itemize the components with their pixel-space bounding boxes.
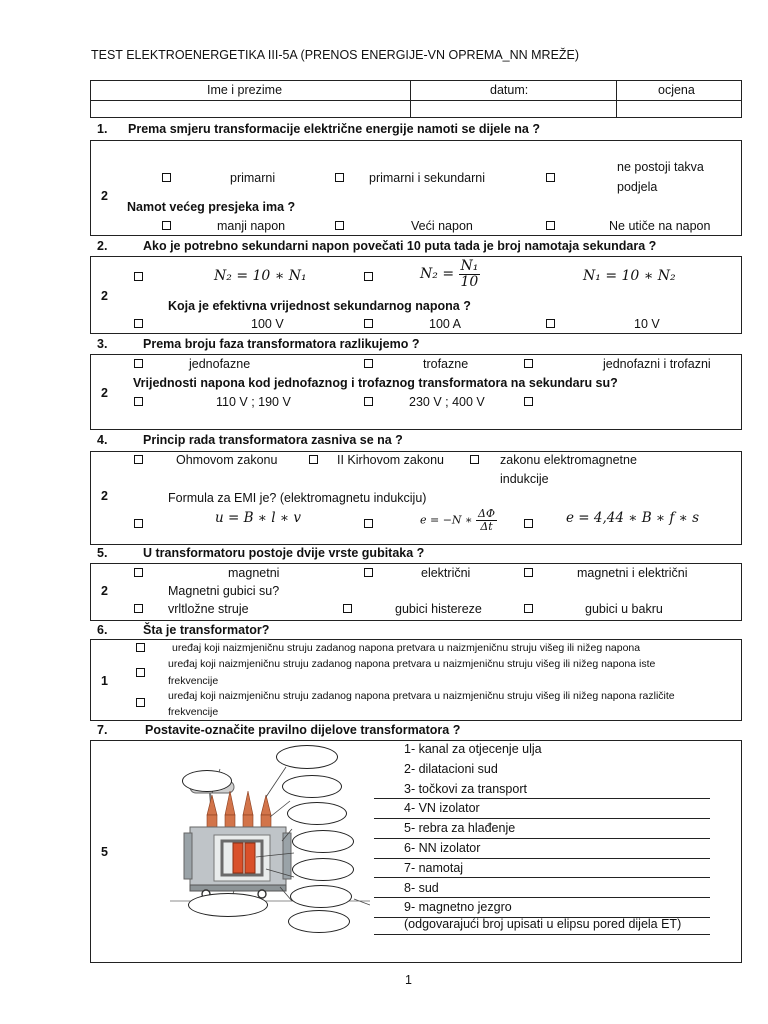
q5-answer-a1: magnetni: [228, 566, 280, 580]
question-1-number: 1.: [97, 122, 108, 136]
q3-checkbox-a1[interactable]: [134, 359, 143, 368]
q6-option-2-line1: uređaj koji naizmjeničnu struju zadanog napona pretvara u naizmjeničnu struju višeg ili nižeg napona iste: [168, 658, 656, 670]
part-item-1: 1- kanal za otjecenje ulja: [404, 742, 542, 756]
q3-answer-a3: jednofazni i trofazni: [603, 357, 711, 371]
part-underline: [374, 798, 710, 799]
answer-ellipse-3[interactable]: [282, 775, 342, 798]
question-4-points: 2: [101, 489, 108, 503]
q1-checkbox-b1[interactable]: [162, 221, 171, 230]
q1-checkbox-a3[interactable]: [546, 173, 555, 182]
q1-answer-b2: Veći napon: [411, 219, 473, 233]
q6-option-2-line2: frekvencije: [168, 675, 219, 687]
q6-option-3-line2: frekvencije: [168, 706, 219, 718]
q1-answer-a3-line1: ne postoji takva: [617, 160, 704, 174]
q5-answer-b3: gubici u bakru: [585, 602, 663, 616]
part-underline: [374, 838, 710, 839]
q1-checkbox-b2[interactable]: [335, 221, 344, 230]
page-number: 1: [405, 973, 412, 987]
q6-option-1: uređaj koji naizmjeničnu struju zadanog napona pretvara u naizmjeničnu struju višeg ili nižeg napona: [172, 642, 641, 654]
q2-checkbox-b1[interactable]: [134, 319, 143, 328]
q3-checkbox-a2[interactable]: [364, 359, 373, 368]
q2-formula-a1: N₂ = 10 ∗ N₁: [214, 268, 307, 284]
q4-answer-a1: Ohmovom zakonu: [176, 453, 278, 467]
q2-checkbox-b2[interactable]: [364, 319, 373, 328]
answer-ellipse-6[interactable]: [292, 858, 354, 881]
q4-answer-a3-line1: zakonu elektromagnetne: [500, 453, 637, 467]
q7-note: (odgovarajući broj upisati u elipsu pored dijela ET): [404, 917, 682, 931]
q2-checkbox-a2[interactable]: [364, 272, 373, 281]
question-5-text: U transformatoru postoje dvije vrste gubitaka ?: [143, 546, 425, 560]
q4-formula-b2-num: ΔΦ: [478, 507, 496, 520]
q3-subquestion: Vrijednosti napona kod jednofaznog i trofaznog transformatora na sekundaru su?: [133, 376, 618, 390]
q3-checkbox-b1[interactable]: [134, 397, 143, 406]
q4-formula-b2-lhs: e = −N ∗: [420, 513, 473, 527]
q4-checkbox-b1[interactable]: [134, 519, 143, 528]
q6-checkbox-o3[interactable]: [136, 698, 145, 707]
q5-checkbox-a3[interactable]: [524, 568, 533, 577]
q5-answer-b2: gubici histereze: [395, 602, 482, 616]
q5-checkbox-a1[interactable]: [134, 568, 143, 577]
question-6-points: 1: [101, 674, 108, 688]
question-1-points: 2: [101, 189, 108, 203]
q1-answer-a3-line2: podjela: [617, 180, 658, 194]
q4-checkbox-a3[interactable]: [470, 455, 479, 464]
part-item-5: 5- rebra za hlađenje: [404, 821, 516, 836]
q2-checkbox-b3[interactable]: [546, 319, 555, 328]
date-label: datum:: [490, 83, 529, 97]
q1-answer-a2: primarni i sekundarni: [369, 171, 486, 185]
q1-answer-a1: primarni: [230, 171, 276, 185]
q4-checkbox-b2[interactable]: [364, 519, 373, 528]
grade-field[interactable]: [620, 101, 738, 117]
q5-checkbox-b2[interactable]: [343, 604, 352, 613]
question-4-text: Princip rada transformatora zasniva se na ?: [143, 433, 403, 447]
q4-checkbox-a1[interactable]: [134, 455, 143, 464]
question-1-text: Prema smjeru transformacije električne energije namoti se dijele na ?: [128, 122, 540, 136]
q1-checkbox-a1[interactable]: [162, 173, 171, 182]
q4-answer-a3-line2: indukcije: [500, 472, 549, 486]
question-3-number: 3.: [97, 337, 108, 351]
q3-checkbox-b2[interactable]: [364, 397, 373, 406]
q1-checkbox-a2[interactable]: [335, 173, 344, 182]
date-field[interactable]: [414, 101, 612, 117]
answer-ellipse-5[interactable]: [292, 830, 354, 853]
answer-ellipse-4[interactable]: [287, 802, 347, 825]
part-item-7: 7- namotaj: [404, 860, 464, 875]
q4-formula-b1: u = B ∗ l ∗ v: [215, 510, 301, 526]
q2-answer-b3: 10 V: [634, 317, 660, 331]
part-item-6: 6- NN izolator: [404, 841, 481, 855]
q4-formula-b2: [420, 508, 497, 532]
q1-subquestion: Namot većeg presjeka ima ?: [127, 200, 296, 214]
answer-ellipse-2[interactable]: [276, 745, 338, 769]
q2-formula-a3: N₁ = 10 ∗ N₂: [583, 268, 676, 284]
q5-checkbox-a2[interactable]: [364, 568, 373, 577]
q5-checkbox-b1[interactable]: [134, 604, 143, 613]
q5-checkbox-b3[interactable]: [524, 604, 533, 613]
question-6-number: 6.: [97, 623, 108, 637]
part-item-9: 9- magnetno jezgro: [404, 900, 512, 915]
part-item-3: 3- točkovi za transport: [404, 781, 527, 796]
question-7-points: 5: [101, 845, 108, 859]
name-field[interactable]: [95, 101, 405, 117]
q4-answer-a2: II Kirhovom zakonu: [337, 453, 444, 467]
q4-formula-b3: e = 4,44 ∗ B ∗ f ∗ s: [566, 510, 700, 526]
part-item-2: 2- dilatacioni sud: [404, 761, 498, 776]
q5-subquestion: Magnetni gubici su?: [168, 584, 280, 598]
question-3-points: 2: [101, 386, 108, 400]
question-5-points: 2: [101, 584, 108, 598]
part-item-4: 4- VN izolator: [404, 801, 480, 816]
q3-answer-a2: trofazne: [423, 357, 469, 371]
q3-checkbox-a3[interactable]: [524, 359, 533, 368]
q1-answer-b3: Ne utiče na napon: [609, 219, 711, 233]
part-underline: [374, 897, 710, 898]
q2-formula-a2-lhs: N₂ =: [420, 266, 455, 283]
part-underline: [374, 858, 710, 859]
grade-label: ocjena: [658, 83, 695, 97]
q4-formula-b2-den: Δt: [480, 519, 493, 533]
q4-checkbox-a2[interactable]: [309, 455, 318, 464]
q2-answer-b1: 100 V: [251, 317, 284, 331]
q3-answer-b1: 110 V ; 190 V: [216, 395, 291, 409]
question-2-text: Ako je potrebno sekundarni napon povečati 10 puta tada je broj namotaja sekundara ?: [143, 239, 657, 253]
answer-ellipse-1[interactable]: [182, 770, 232, 792]
q6-checkbox-o2[interactable]: [136, 668, 145, 677]
q5-answer-a3: magnetni i električni: [577, 566, 688, 580]
q5-answer-b1: vrltložne struje: [168, 602, 249, 616]
question-7-number: 7.: [97, 723, 108, 737]
q1-answer-b1: manji napon: [217, 219, 286, 233]
question-2-number: 2.: [97, 239, 108, 253]
q5-answer-a2: električni: [421, 566, 471, 580]
question-6-text: Šta je transformator?: [143, 623, 270, 637]
q4-checkbox-b3[interactable]: [524, 519, 533, 528]
q2-answer-b2: 100 A: [429, 317, 461, 331]
q3-answer-b2: 230 V ; 400 V: [409, 395, 485, 409]
part-item-8: 8- sud: [404, 880, 439, 895]
question-7-text: Postavite-označite pravilno dijelove transformatora ?: [145, 723, 461, 737]
q2-formula-a2-den: 10: [460, 273, 479, 290]
question-4-number: 4.: [97, 433, 108, 447]
q6-checkbox-o1[interactable]: [136, 643, 145, 652]
answer-ellipse-9[interactable]: [288, 910, 350, 933]
name-label: Ime i prezime: [207, 83, 283, 97]
answer-ellipse-8[interactable]: [188, 893, 268, 917]
q3-checkbox-b3[interactable]: [524, 397, 533, 406]
answer-ellipse-7[interactable]: [290, 885, 352, 908]
q6-option-3-line1: uređaj koji naizmjeničnu struju zadanog napona pretvara u naizmjeničnu struju višeg ili nižeg napona različite: [168, 690, 675, 702]
question-5-number: 5.: [97, 546, 108, 560]
q3-answer-a1: jednofazne: [189, 357, 251, 371]
part-underline: [374, 877, 710, 878]
q2-checkbox-a1[interactable]: [134, 272, 143, 281]
q2-subquestion: Koja je efektivna vrijednost sekundarnog napona ?: [168, 299, 471, 313]
q1-checkbox-b3[interactable]: [546, 221, 555, 230]
q2-formula-a2-num: N₁: [460, 258, 479, 274]
q2-formula-a2: [420, 259, 480, 289]
question-2-points: 2: [101, 289, 108, 303]
question-3-text: Prema broju faza transformatora razlikujemo ?: [143, 337, 420, 351]
part-underline: [374, 818, 710, 819]
q4-subquestion: Formula za EMI je? (elektromagnetu indukciju): [168, 491, 427, 505]
page-title: TEST ELEKTROENERGETIKA III-5A (PRENOS ENERGIJE-VN OPREMA_NN MREŽE): [91, 48, 580, 62]
